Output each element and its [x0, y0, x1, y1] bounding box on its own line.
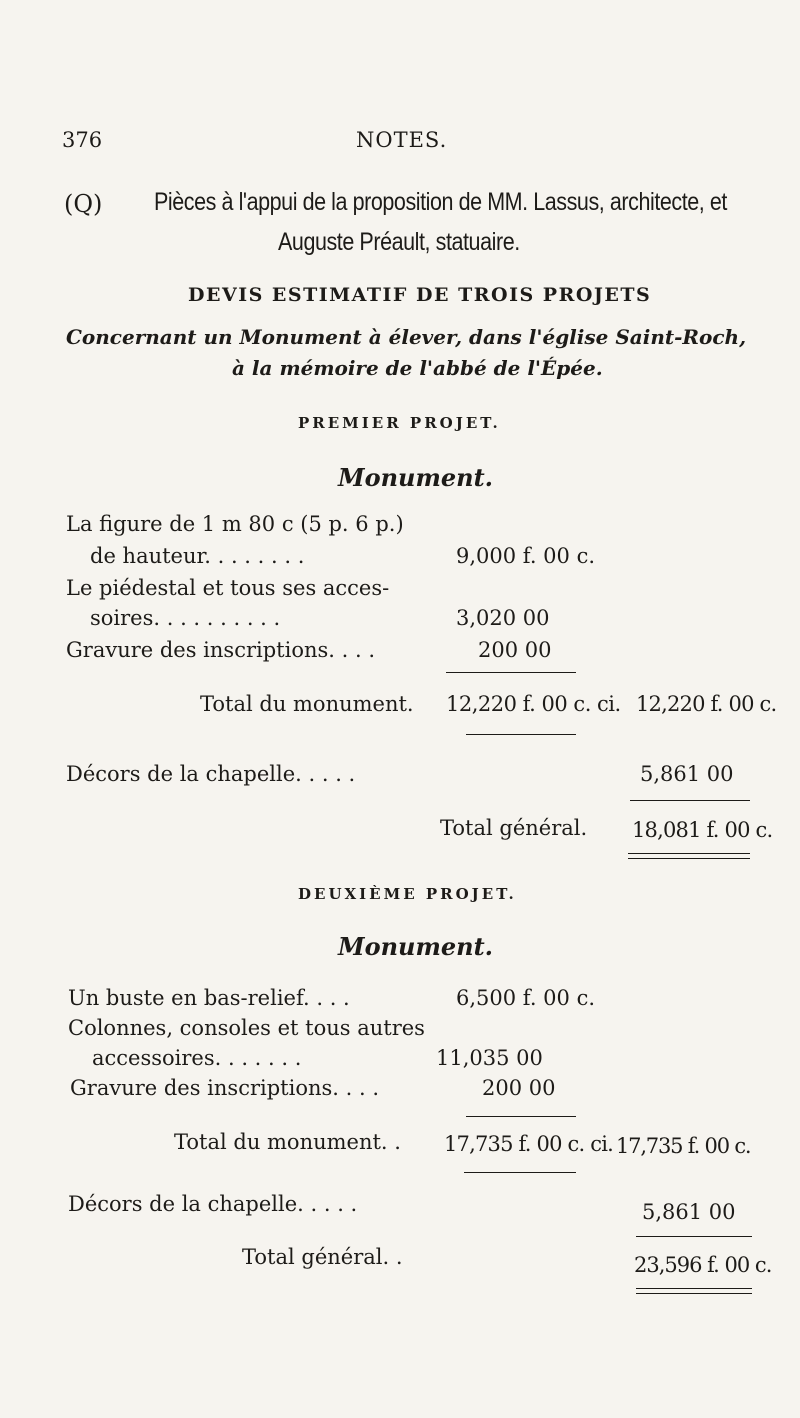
project1-total-carried: 12,220 f. 00 c. [636, 692, 777, 716]
project2-item1-line1: Un buste en bas-relief. . . . [68, 986, 350, 1010]
project1-decor-value: 5,861 00 [640, 762, 734, 786]
project2-item2-value: 11,035 00 [436, 1046, 543, 1070]
estimate-heading: DEVIS ESTIMATIF DE TROIS PROJETS [188, 284, 652, 306]
estimate-subheading-line2: à la mémoire de l'abbé de l'Épée. [232, 356, 603, 380]
project2-subtitle: Monument. [338, 932, 494, 961]
project1-item2-line1: Le piédestal et tous ses acces- [66, 576, 390, 600]
project1-grand-value: 18,081 f. 00 c. [632, 818, 773, 842]
project1-total-rule [466, 734, 576, 735]
project2-item2-line1: Colonnes, consoles et tous autres [68, 1016, 425, 1040]
project1-item2-line2: soires. . . . . . . . . . [90, 606, 281, 630]
project2-item1-value: 6,500 f. 00 c. [456, 986, 596, 1010]
project2-grand-label: Total général. . [242, 1245, 403, 1269]
project1-grand-rule-1 [628, 853, 750, 854]
project1-item1-line2: de hauteur. . . . . . . . [90, 544, 305, 568]
project1-item3-value: 200 00 [478, 638, 552, 662]
section-title-line2: Auguste Préault, statuaire. [278, 228, 520, 256]
project2-total-label: Total du monument. . [174, 1130, 401, 1154]
project2-grand-rule-2 [636, 1293, 752, 1294]
project1-item2-value: 3,020 00 [456, 606, 550, 630]
project1-subtotal-rule [446, 672, 576, 673]
project1-total-value: 12,220 f. 00 c. ci. [446, 692, 621, 716]
project2-grand-rule-1 [636, 1288, 752, 1289]
project2-total-value: 17,735 f. 00 c. ci. [444, 1132, 613, 1156]
page-number: 376 [62, 128, 103, 152]
project2-total-carried: 17,735 f. 00 c. [616, 1134, 751, 1158]
project2-total-rule [464, 1172, 576, 1173]
project1-title: PREMIER PROJET. [298, 414, 501, 432]
project1-grand-rule-2 [628, 858, 750, 859]
running-title: NOTES. [356, 128, 448, 152]
project1-decor-label: Décors de la chapelle. . . . . [66, 762, 356, 786]
project2-title: DEUXIÈME PROJET. [298, 885, 517, 903]
project2-subtotal-rule [466, 1116, 576, 1117]
project2-item3-value: 200 00 [482, 1076, 556, 1100]
project2-item2-line2: accessoires. . . . . . . [92, 1046, 302, 1070]
project1-item1-value: 9,000 f. 00 c. [456, 544, 596, 568]
project1-item1-line1: La figure de 1 m 80 c (5 p. 6 p.) [66, 512, 404, 536]
project1-item3-line1: Gravure des inscriptions. . . . [66, 638, 375, 662]
project2-grand-value: 23,596 f. 00 c. [634, 1253, 772, 1277]
project1-subtitle: Monument. [338, 463, 494, 492]
project1-decor-rule [630, 800, 750, 801]
project2-decor-label: Décors de la chapelle. . . . . [68, 1192, 358, 1216]
project2-item3-line1: Gravure des inscriptions. . . . [70, 1076, 379, 1100]
project2-decor-value: 5,861 00 [642, 1200, 736, 1224]
project1-grand-label: Total général. [440, 816, 588, 840]
section-marker: (Q) [64, 190, 103, 218]
project1-total-label: Total du monument. [200, 692, 414, 716]
project2-decor-rule [636, 1236, 752, 1237]
estimate-subheading-line1: Concernant un Monument à élever, dans l'église Saint-Roch, [66, 325, 747, 349]
section-title-line1: Pièces à l'appui de la proposition de MM. Lassus, architecte, et [154, 188, 727, 216]
